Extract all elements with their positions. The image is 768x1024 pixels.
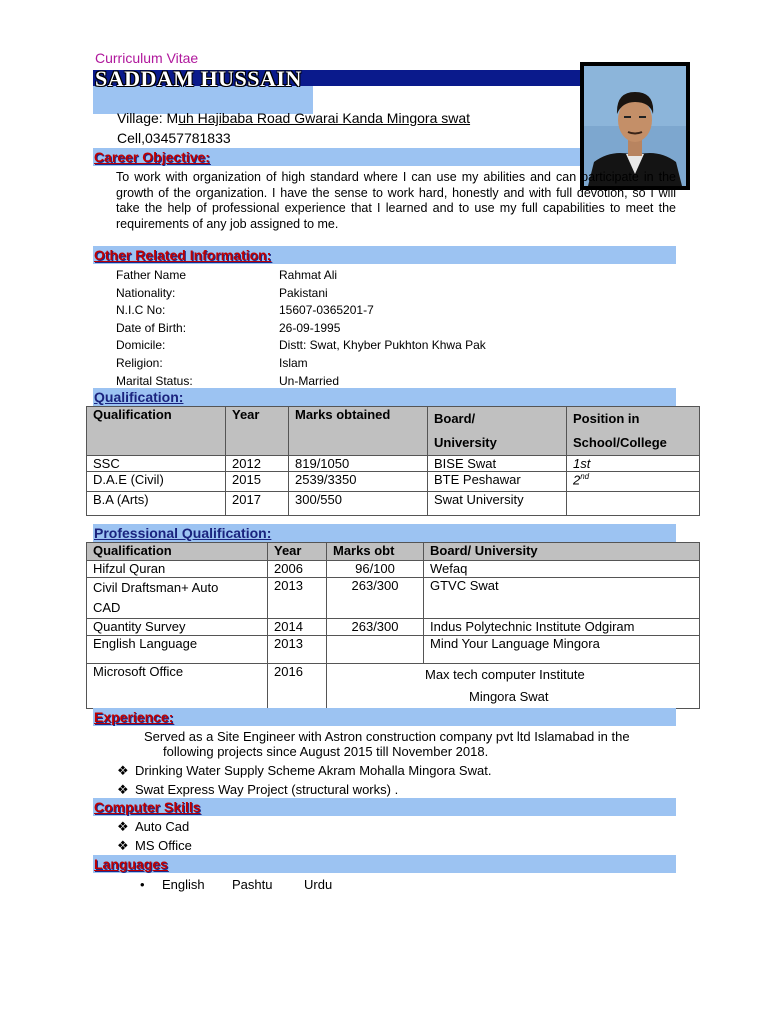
cell-marks: 263/300 [327, 578, 424, 619]
other-info-title: Other Related Information: [94, 247, 272, 263]
col-position: Position in School/College [567, 407, 700, 456]
table-row [87, 472, 700, 492]
bullet-dot-icon: • [140, 877, 145, 892]
cell-marks: 2539/3350 [289, 472, 428, 492]
cell-qualification: Microsoft Office [87, 664, 268, 709]
village-label: Village: M [117, 110, 179, 126]
cell-year: 2016 [268, 664, 327, 709]
col-board: Board/ University [424, 543, 700, 561]
language-item: Urdu [304, 877, 333, 892]
cell-qualification: Hifzul Quran [87, 561, 268, 578]
info-value: 15607-0365201-7 [279, 303, 374, 318]
col-marks: Marks obtained [289, 407, 428, 456]
cell-board: Indus Polytechnic Institute Odgiram [424, 619, 700, 636]
qualification-table [86, 406, 700, 516]
col-marks: Marks obt [327, 543, 424, 561]
table-row [87, 561, 700, 578]
table-row [87, 492, 700, 516]
info-label: N.I.C No: [116, 303, 166, 318]
position-value: 2 [573, 472, 581, 488]
cell-board [327, 664, 700, 709]
cell-year: 2012 [226, 456, 289, 472]
professional-title: Professional Qualification: [94, 525, 272, 541]
table-row [87, 636, 700, 664]
table-row [87, 456, 700, 472]
cell-qualification: D.A.E (Civil) [87, 472, 226, 492]
info-value: Rahmat Ali [279, 268, 338, 282]
cell-qualification: English Language [87, 636, 268, 664]
cell-board: Wefaq [424, 561, 700, 578]
experience-intro-line1: Served as a Site Engineer with Astron construction company pvt ltd Islamabad in the [144, 729, 630, 744]
career-objective-title: Career Objective: [94, 149, 210, 165]
diamond-bullet-icon: ❖ [117, 782, 129, 797]
cell-board: BTE Peshawar [428, 472, 567, 492]
cell-position: 1st [567, 456, 700, 472]
language-item: English [162, 877, 205, 892]
languages-title: Languages [94, 856, 168, 872]
computer-skills-title: Computer Skills [94, 799, 201, 815]
col-qualification: Qualification [87, 543, 268, 561]
cell-board: Mind Your Language Mingora [424, 636, 700, 664]
village-address [117, 110, 470, 126]
experience-item [117, 763, 491, 779]
info-label: Domicile: [116, 338, 166, 353]
table-row [87, 619, 700, 636]
experience-title: Experience: [94, 709, 174, 725]
board-line1: Max tech computer Institute [425, 667, 585, 682]
info-value: Islam [279, 356, 308, 370]
qualification-line1: Civil Draftsman+ Auto [93, 580, 219, 595]
village-address-text: uh Hajibaba Road Gwarai Kanda Mingora swat [178, 110, 471, 126]
info-label: Marital Status: [116, 373, 193, 388]
qualification-title: Qualification: [94, 389, 184, 405]
info-value: Un-Married [279, 373, 340, 388]
career-objective-text: To work with organization of high standard where I can use my abilities and can participate in the growth of the organization. I have the sense to work hard, honestly and with full devotion, so I will take the help of professional experience that I learned and to use my full capabilities to meet the requirements of any job assigned to me. [116, 170, 676, 231]
experience-band [93, 708, 676, 726]
diamond-bullet-icon: ❖ [117, 819, 129, 834]
languages-band [93, 855, 676, 873]
position-suffix: nd [580, 472, 590, 481]
cell-position [567, 472, 700, 492]
language-item: Pashtu [232, 877, 273, 892]
skill-item [117, 819, 189, 835]
cell-year: 2014 [268, 619, 327, 636]
info-label: Nationality: [116, 285, 176, 300]
info-value: Pakistani [279, 285, 328, 300]
diamond-bullet-icon: ❖ [117, 838, 129, 853]
table-header-row [87, 543, 700, 561]
info-value: 26-09-1995 [279, 320, 341, 335]
skill-item [117, 838, 192, 854]
cell-marks: 819/1050 [289, 456, 428, 472]
professional-table [86, 542, 700, 709]
cell-marks [327, 636, 424, 664]
table-header-row [87, 407, 700, 456]
cell-qualification [87, 578, 268, 619]
skill-item-text: Auto Cad [135, 819, 190, 834]
cell-year: 2006 [268, 561, 327, 578]
experience-intro-line2: following projects since August 2015 till November 2018. [163, 744, 489, 759]
candidate-name: SADDAM HUSSAIN [95, 66, 302, 91]
info-label: Father Name [116, 268, 187, 282]
cell-marks: 96/100 [327, 561, 424, 578]
experience-item-text: Drinking Water Supply Scheme Akram Mohalla Mingora Swat. [135, 763, 492, 778]
diamond-bullet-icon: ❖ [117, 763, 129, 778]
languages-list [140, 877, 332, 892]
cell-board: Swat University [428, 492, 567, 516]
experience-item-text: Swat Express Way Project (structural works) . [135, 782, 399, 797]
cell-qualification: Quantity Survey [87, 619, 268, 636]
col-board: Board/ University [428, 407, 567, 456]
cell-year: 2013 [268, 578, 327, 619]
cell-year: 2013 [268, 636, 327, 664]
table-row [87, 664, 700, 709]
col-year: Year [268, 543, 327, 561]
table-row [87, 578, 700, 619]
cell-board: BISE Swat [428, 456, 567, 472]
cell-marks: 300/550 [289, 492, 428, 516]
cell-marks: 263/300 [327, 619, 424, 636]
cell-year: 2015 [226, 472, 289, 492]
info-value: Distt: Swat, Khyber Pukhton Khwa Pak [279, 338, 486, 353]
cell-qualification: SSC [87, 456, 226, 472]
qualification-line2: CAD [93, 600, 121, 615]
cell-number: Cell,03457781833 [117, 130, 231, 146]
info-label: Date of Birth: [116, 320, 187, 335]
cell-qualification: B.A (Arts) [87, 492, 226, 516]
col-qualification: Qualification [87, 407, 226, 456]
skill-item-text: MS Office [135, 838, 192, 853]
cell-board: GTVC Swat [424, 578, 700, 619]
cv-label: Curriculum Vitae [95, 50, 199, 66]
col-year: Year [226, 407, 289, 456]
info-label: Religion: [116, 356, 163, 370]
experience-item [117, 782, 398, 798]
cell-year: 2017 [226, 492, 289, 516]
board-line2: Mingora Swat [469, 689, 549, 704]
cell-position [567, 492, 700, 516]
